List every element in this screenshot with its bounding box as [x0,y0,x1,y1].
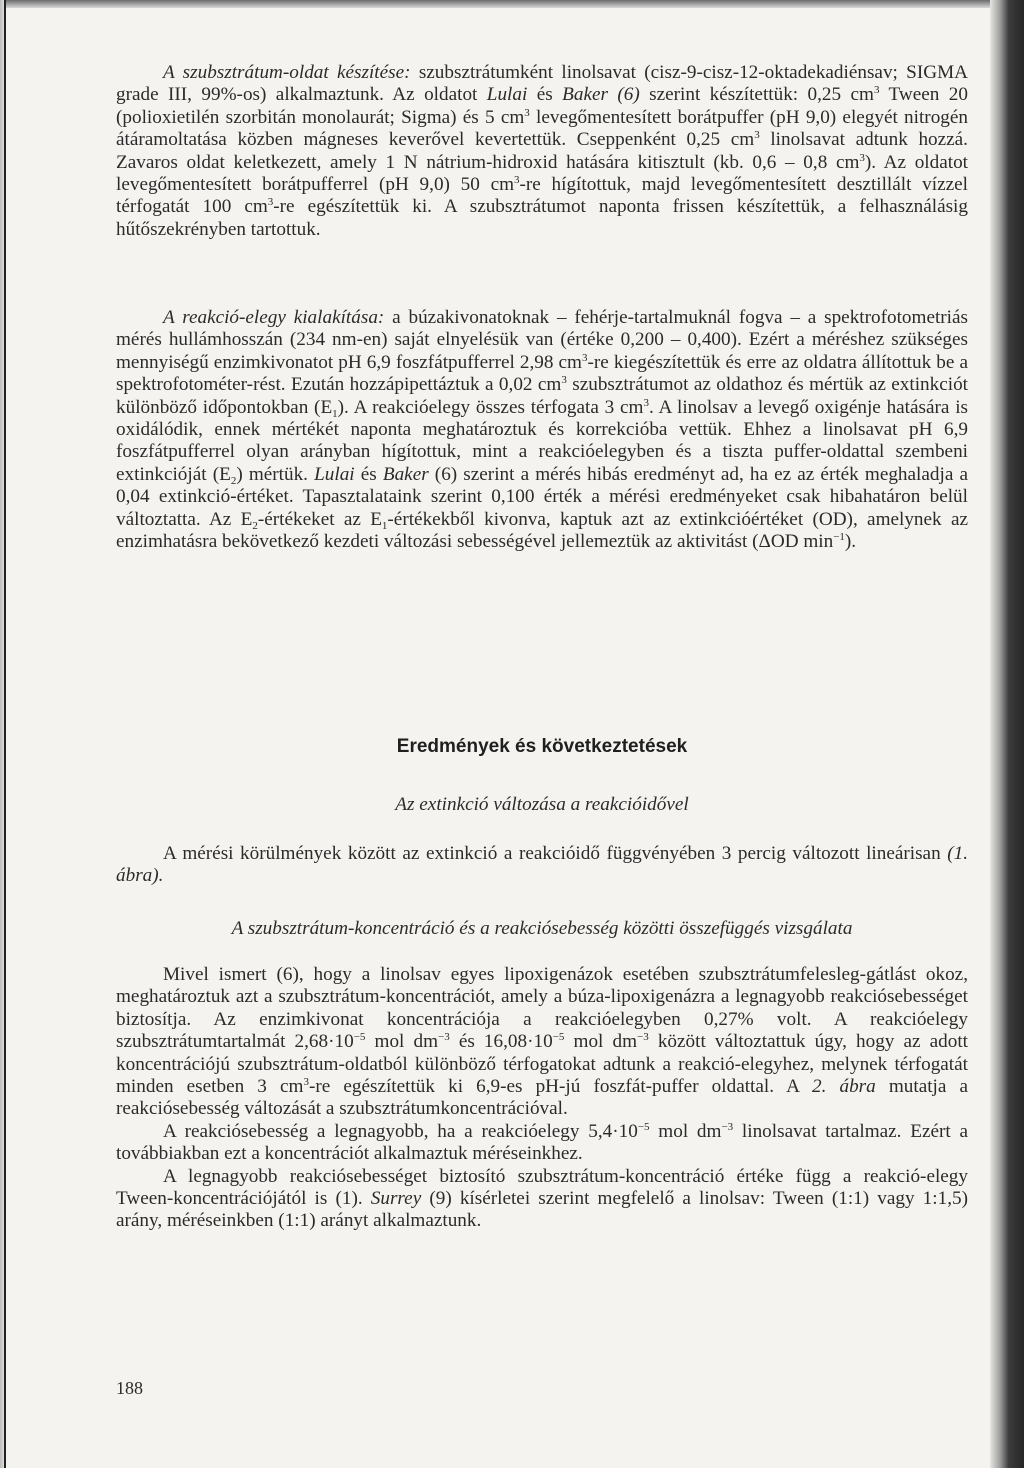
paragraph-tween: A legnagyobb reakciósebességet biztosító szubsztrátum-koncentráció értéke függ a reakció-elegy Tween-koncentrációjától is (1). Surrey (9) kísérletei szerint megfelelő a linolsav: Tween (1:1) vagy 1:1,5) arány, méréseinkben (1:1) arányt alkalmaztunk. [116,1165,968,1232]
scan-top-edge [0,0,1024,8]
paragraph-substrate-solution: A szubsztrátum-oldat készítése: szubsztrátumként linolsavat (cisz-9-cisz-12-oktadekadiénsav; SIGMA grade III, 99%-os) alkalmaztunk. Az oldatot Lulai és Baker (6) szerint készítettük: 0,25 $cm^3$ Tween 20 (polioxietilén szorbitán monolaurát; Sigma) és 5 $cm^3$ levegőmentesített borátpuffer (pH 9,0) elegyét nitrogén átáramoltatása közben mágneses keverővel kevertettük. Cseppenként 0,25 $cm^3$ linolsavat adtunk hozzá. Zavaros oldat keletkezett, amely 1 N nátrium-hidroxid hatására kitisztult (kb. 0,6 – 0,8 $cm^3$). Az oldatot levegőmentesített borátpufferrel (pH 9,0) 50 $cm^3-re$ hígítottuk, majd levegőmentesített desztillált vízzel térfogatát 100 $cm^3-re$ egészítettük ki. A szubsztrátumot naponta frissen készítettük, a felhasználásig hűtőszekrényben tartottuk. [116,62,968,240]
page-number: 188 [116,1378,143,1398]
methods-section [116,62,968,241]
results-heading: Eredmények és következtetések [396,736,688,757]
paragraph-substrate-concentration: Mivel ismert (6), hogy a linolsav egyes lipoxigenázok esetében szubsztrátumfelesleg-gátlást okoz, meghatároztuk azt a szubsztrátum-koncentrációt, amely a búza-lipoxigenázra a legnagyobb reakciósebességet biztosítja. Az enzimkivonat koncentrációja a reakcióelegyben 0,27% volt. A reakcióelegy szubsztrátumtartalmát $2,68\cdot 10^{-5}$ mol $dm^{-3}$ és $16,08\cdot 10^{-5}$ mol $dm^{-3}$ között változtattuk úgy, hogy az adott koncentrációjú szubsztrátum-oldatból különböző térfogatokat adtunk a reakció-elegyhez, melynek térfogatát minden esetben 3 $cm^3-re$ egészítettük ki 6,9-es pH-jú foszfát-puffer oldattal. A 2. ábra mutatja a reakciósebesség változását a szubsztrátumkoncentrációval. [116,964,969,1120]
figure-reference: (1. ábra). [116,843,968,887]
paragraph-extinction: A mérési körülmények között az extinkció a reakcióidő függvényében 3 percig változott lineárisan (1. ábra). [116,843,968,887]
scan-left-edge [4,0,6,1468]
paragraph-reaction-mixture: A reakció-elegy kialakítása: a búzakivonatoknak – fehérje-tartalmuknál fogva – a spektrofotometriás mérés hullámhosszán (234 nm-en) saját elnyelésük van (értéke 0,200 – 0,400). Ezért a méréshez szükséges mennyiségű enzimkivonatot pH 6,9 foszfátpufferrel 2,98 $cm^3-re$ kiegészítettük és erre az oldatra állítottuk be a spektrofotométer-rést. Ezután hozzápipettáztuk a 0,02 $cm^3$ szubsztrátumot az oldathoz és mértük az extinkciót különböző időpontokban $(E_1)$. A reakcióelegy összes térfogata 3 $cm^3$. A linolsav a levegő oxigénje hatására is oxidálódik, ennek mértékét naponta meghatároztuk és korrekcióba vettük. Ehhez a linolsavat pH 6,9 foszfátpufferrel olyan arányban hígítottuk, mint a reakcióelegyben és a tiszta puffer-oldattal szembeni extinkcióját $(E_2)$ mértük. Lulai és Baker (6) szerint a mérés hibás eredményt ad, ha ez az érték meghaladja a 0,04 extinkció-értéket. Tapasztalataink szerint 0,100 érték a mérési eredményeket csak hibahatáron belül változtatta. Az $E_2$-értékeket az $E_1$-értékekből kivonva, kaptuk azt az extinkcióértéket (OD), amelynek az enzimhatásra bekövetkező kezdeti változási sebességével jellemeztük az aktivitást (ΔOD $\min^{-1}$). [116,307,968,553]
subheading-extinction: Az extinkció változása a reakcióidővel [395,794,689,815]
substrate-section [116,964,968,1233]
subheading-substrate-concentration: A szubsztrátum-koncentráció és a reakciósebesség közötti összefüggés vizsgálata [231,918,853,939]
reaction-mixture-section [116,307,968,553]
figure-reference: 2. ábra [811,1076,876,1098]
paragraph-lead: A reakció-elegy kialakítása: [163,307,385,328]
scan-right-edge [990,0,1024,1468]
extinction-section [116,843,968,888]
paragraph-lead: A szubsztrátum-oldat készítése: [163,62,411,83]
paragraph-max-rate: A reakciósebesség a legnagyobb, ha a reakcióelegy $5,4\cdot 10^{-5}$ mol $dm^{-3}$ linolsavat tartalmaz. Ezért a továbbiakban ezt a koncentrációt alkalmaztuk méréseinkhez. [116,1120,968,1165]
